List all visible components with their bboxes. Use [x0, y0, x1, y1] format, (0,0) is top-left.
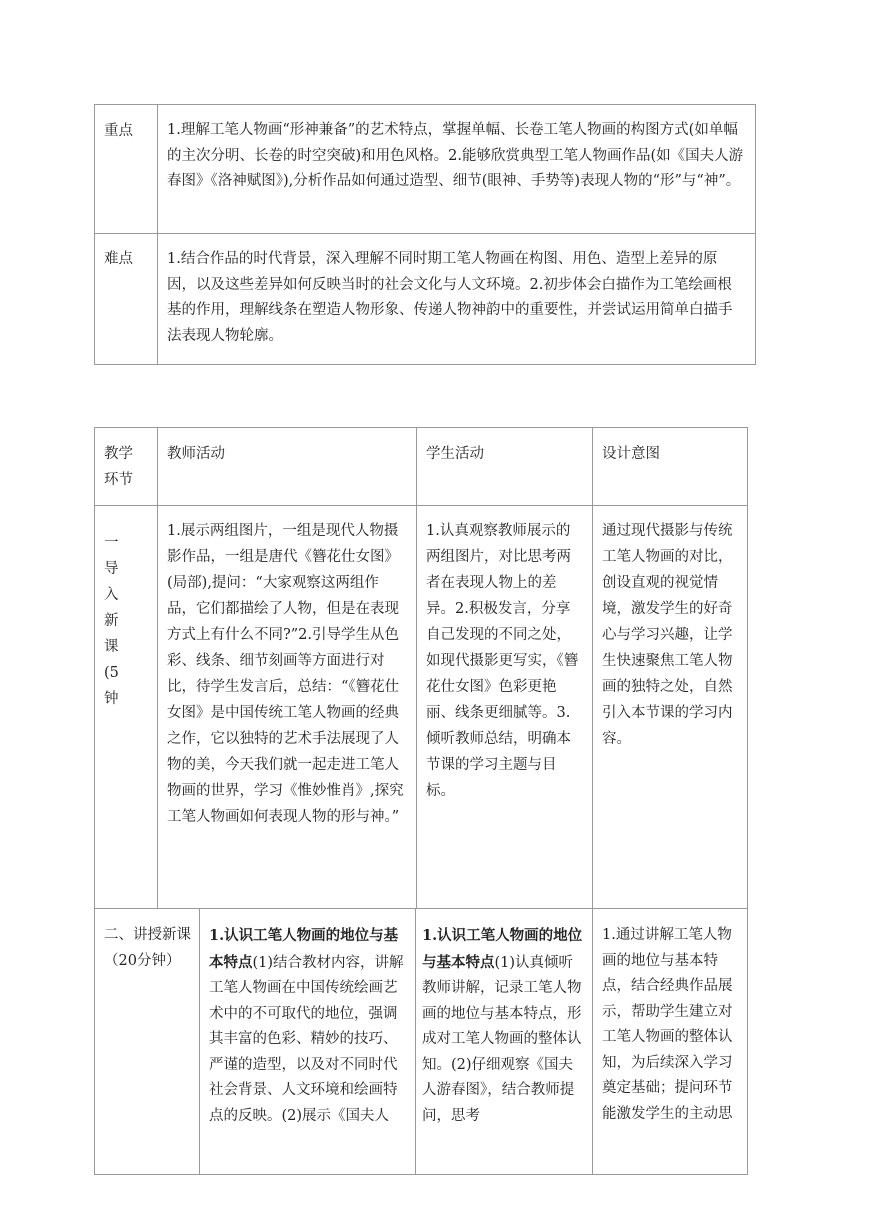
header-text: 设计意图 — [602, 446, 660, 462]
teacher-subheading: 1.认识工笔人物画的地位与基本特点 — [209, 927, 399, 971]
student-activity-intro — [417, 506, 593, 909]
intent-text: 1.通过讲解工笔人物画的地位与基本特点，结合经典作品展示，帮助学生建立对工笔人物画的整体认知，为后续深入学习奠定基础；提问环节能激发学生的主动思 — [602, 927, 733, 1122]
content-text: 1.结合作品的时代背景，深入理解不同时期工笔人物画在构图、用色、造型上差异的原因，以及这些差异如何反映当时的社会文化与人文环境。2.初步体会白描作为工笔绘画根基的作用，理解线条在塑造人物形象、传递人物神韵中的重要性，并尝试运用简单白描手法表现人物轮廓。 — [167, 251, 733, 344]
header-stage — [95, 428, 158, 506]
header-row — [94, 427, 748, 506]
label-text: 难点 — [104, 251, 133, 267]
intent-intro — [593, 506, 748, 909]
table-row — [94, 908, 748, 1175]
stage-text: 一导入新课(5钟 — [104, 535, 119, 707]
student-text: (1)认真倾听教师讲解，记录工笔人物画的地位与基本特点，形成对工笔人物画的整体认知。(2)仔细观察《国夫人游春图》，结合教师提问，思考 — [422, 954, 582, 1124]
teaching-process-table — [94, 427, 747, 1174]
student-text: 1.认真观察教师展示的两组图片，对比思考两者在表现人物上的差异。2.积极发言，分享自己发现的不同之处，如现代摄影更写实，《簪花仕女图》色彩更艳丽、线条更细腻等。3.倾听教师总结，明确本节课的学习主题与目标。 — [426, 523, 579, 799]
teacher-text: (1)结合教材内容，讲解工笔人物画在中国传统绘画艺术中的不可取代的地位，强调其丰富的色彩、精妙的技巧、严谨的造型，以及对不同时代社会背景、人文环境和绘画特点的反映。(2)展示《国夫人 — [209, 954, 404, 1124]
stage-intro — [95, 506, 158, 909]
intent-new — [593, 909, 748, 1175]
content-text: 1.理解工笔人物画“形神兼备”的艺术特点，掌握单幅、长卷工笔人物画的构图方式(如单幅的主次分明、长卷的时空突破)和用色风格。2.能够欣赏典型工笔人物画作品(如《国夫人游春图》《洛神赋图》),分析作品如何通过造型、细节(眼神、手势等)表现人物的“形”与“神”。 — [167, 122, 744, 189]
header-intent — [593, 428, 748, 506]
key-points-table — [94, 104, 756, 365]
stage-new-lesson — [95, 909, 200, 1175]
table-row — [94, 505, 748, 909]
teacher-text: 1.展示两组图片，一组是现代人物摄影作品，一组是唐代《簪花仕女图》(局部),提问：“大家观察这两组作品，它们都描绘了人物，但是在表现方式上有什么不同?”2.引导学生从色彩、线条、细节刻画等方面进行对比，待学生发言后，总结：“《簪花仕女图》是中国传统工笔人物画的经典之作，它以独特的艺术手法展现了人物的美，今天我们就一起走进工笔人物画的世界，学习《惟妙惟肖》,探究工笔人物画如何表现人物的形与神。” — [167, 523, 404, 825]
key-points-content — [158, 105, 756, 234]
teacher-activity-intro — [158, 506, 417, 909]
student-subheading: 1.认识工笔人物画的地位与基本特点 — [422, 927, 583, 971]
table-row — [95, 234, 756, 365]
row-label-key-points — [95, 105, 158, 234]
header-text: 学生活动 — [426, 446, 484, 462]
table-row — [95, 105, 756, 234]
teacher-activity-new — [200, 909, 416, 1175]
student-activity-new — [416, 909, 593, 1175]
header-text: 教学环节 — [104, 446, 133, 488]
header-text: 教师活动 — [167, 446, 225, 462]
difficulties-content — [158, 234, 756, 365]
row-label-difficulties — [95, 234, 158, 365]
header-student — [417, 428, 593, 506]
header-teacher — [158, 428, 417, 506]
label-text: 重点 — [104, 123, 133, 139]
stage-text: 二、讲授新课（20分钟） — [104, 927, 191, 969]
intent-text: 通过现代摄影与传统工笔人物画的对比，创设直观的视觉情境，激发学生的好奇心与学习兴趣，让学生快速聚焦工笔人物画的独特之处，自然引入本节课的学习内容。 — [602, 523, 733, 747]
